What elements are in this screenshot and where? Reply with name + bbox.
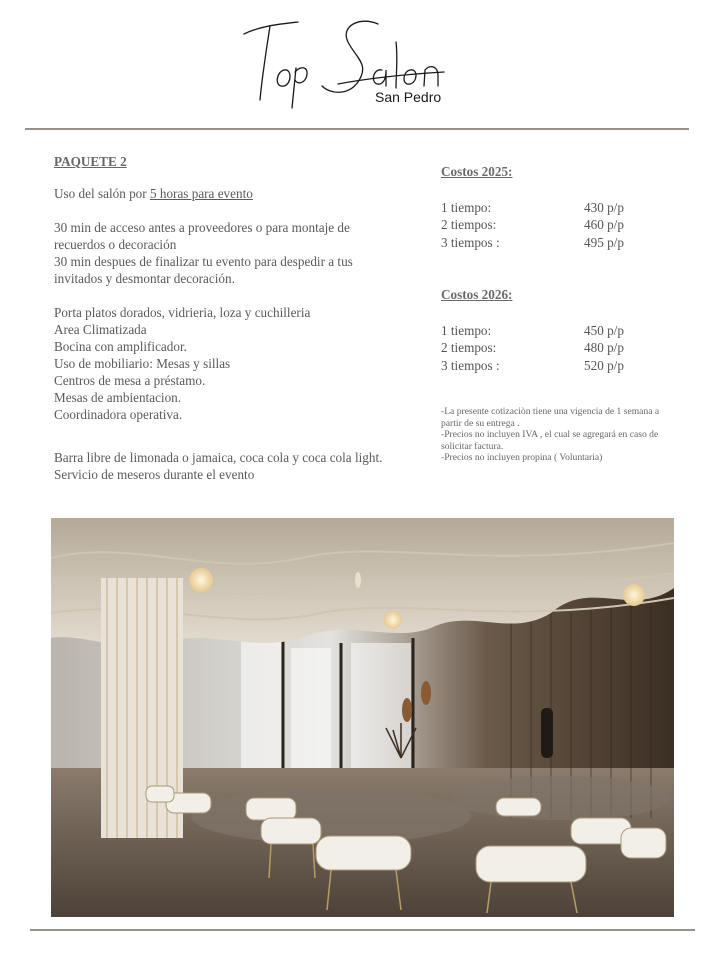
top-divider [25,128,689,130]
cost-title-2026: Costos 2026: [441,287,513,302]
amenity-item: Centros de mesa a préstamo. [54,373,206,388]
quote-notes [441,406,691,464]
extra-item: Barra libre de limonada o jamaica, coca cola y coca cola light. [54,450,383,465]
note-line: solicitar factura. [441,440,504,452]
amenity-item: Mesas de ambientacion. [54,390,182,405]
price-row: 1 tiempo: 450 p/p [441,322,624,338]
amenity-item: Bocina con amplificador. [54,339,187,354]
package-details [54,153,414,483]
cost-title-2025: Costos 2025: [441,164,513,179]
price-row: 3 tiempos : 520 p/p [441,357,624,373]
amenity-item: Coordinadora operativa. [54,407,183,422]
amenity-item: Area Climatizada [54,322,147,337]
bottom-divider [30,929,695,931]
price-row: 2 tiempos: 480 p/p [441,340,624,355]
package-title: PAQUETE 2 [54,154,127,169]
price-row: 2 tiempos: 460 p/p [441,217,624,232]
access-line: invitados y desmontar decoración. [54,271,235,286]
usage-line [54,185,414,202]
amenity-item: Porta platos dorados, vidrieria, loza y cuchilleria [54,305,311,320]
note-line: -Precios no incluyen propina ( Voluntaria) [441,452,603,463]
access-line: recuerdos o decoración [54,237,177,252]
access-line: 30 min de acceso antes a proveedores o para montaje de [54,220,350,235]
price-row: 3 tiempos : 495 p/p [441,234,624,250]
pricing [441,163,691,464]
note-line: -Precios no incluyen IVA , el cual se agregará en caso de [441,429,659,440]
access-line: 30 min despues de finalizar tu evento para despedir a tus [54,254,353,269]
note-line: partir de su entrega . [441,417,520,429]
price-row: 1 tiempo: 430 p/p [441,199,624,215]
amenity-item: Uso de mobiliario: Mesas y sillas [54,356,231,371]
note-line: -La presente cotizaciòn tiene una vigencia de 1 semana a [441,406,660,417]
usage-prefix: Uso del salón por [54,186,150,201]
usage-hours: 5 horas para evento [149,186,253,201]
venue-photo [51,518,674,917]
logo-location: San Pedro [375,89,442,105]
extra-item: Servicio de meseros durante el evento [54,467,255,482]
